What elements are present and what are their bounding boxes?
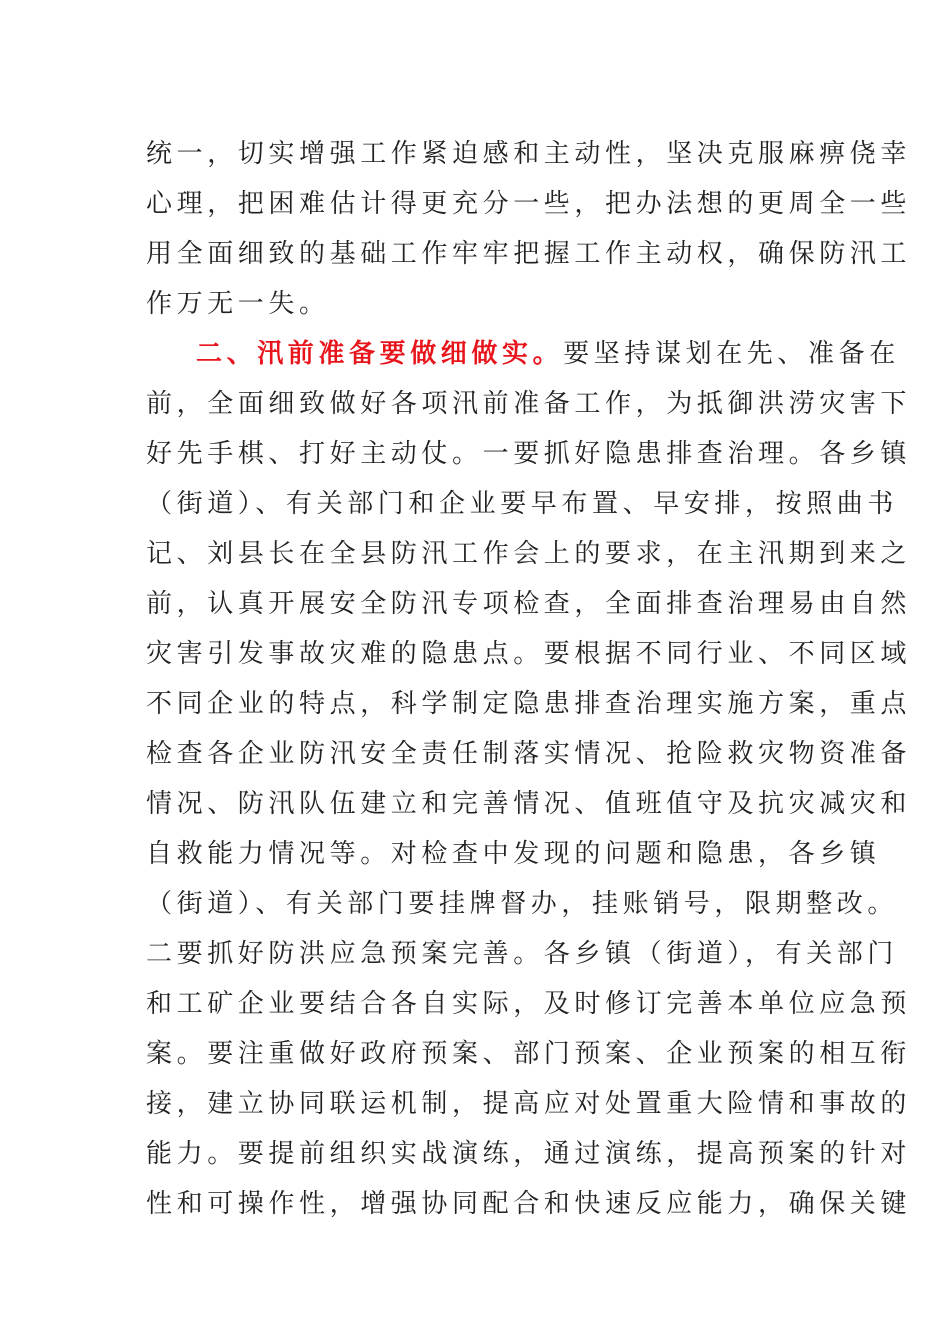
paragraph-line: 接，建立协同联运机制，提高应对处置重大险情和事故的 <box>146 1089 912 1119</box>
paragraph-line: 案。要注重做好政府预案、部门预案、企业预案的相互衔 <box>146 1039 912 1069</box>
paragraph-line: 统一，切实增强工作紧迫感和主动性，坚决克服麻痹侥幸 <box>146 139 912 169</box>
section-lead-text: 要坚持谋划在先、准备在 <box>563 339 900 369</box>
paragraph-line: 作万无一失。 <box>146 289 330 319</box>
section-heading-line <box>196 334 950 374</box>
paragraph-line: 记、刘县长在全县防汛工作会上的要求，在主汛期到来之 <box>146 539 912 569</box>
paragraph-line: 能力。要提前组织实战演练，通过演练，提高预案的针对 <box>146 1139 912 1169</box>
paragraph-line: 和工矿企业要结合各自实际，及时修订完善本单位应急预 <box>146 989 912 1019</box>
paragraph-line: 灾害引发事故灾难的隐患点。要根据不同行业、不同区域 <box>146 639 912 669</box>
paragraph-line: （街道）、有关部门要挂牌督办，挂账销号，限期整改。 <box>146 889 899 919</box>
paragraph-line: 前，认真开展安全防汛专项检查，全面排查治理易由自然 <box>146 589 912 619</box>
paragraph-line: 自救能力情况等。对检查中发现的问题和隐患，各乡镇 <box>146 839 881 869</box>
paragraph-line: 前，全面细致做好各项汛前准备工作，为抵御洪涝灾害下 <box>146 389 912 419</box>
paragraph-line: 用全面细致的基础工作牢牢把握工作主动权，确保防汛工 <box>146 239 912 269</box>
paragraph-line: 心理，把困难估计得更充分一些，把办法想的更周全一些 <box>146 189 912 219</box>
paragraph-line: 好先手棋、打好主动仗。一要抓好隐患排查治理。各乡镇 <box>146 439 912 469</box>
paragraph-line: 不同企业的特点，科学制定隐患排查治理实施方案，重点 <box>146 689 912 719</box>
paragraph-line: 二要抓好防洪应急预案完善。各乡镇（街道），有关部门 <box>146 939 899 969</box>
paragraph-line: 情况、防汛队伍建立和完善情况、值班值守及抗灾减灾和 <box>146 789 912 819</box>
paragraph-line: 检查各企业防汛安全责任制落实情况、抢险救灾物资准备 <box>146 739 912 769</box>
paragraph-line: 性和可操作性，增强协同配合和快速反应能力，确保关键 <box>146 1189 912 1219</box>
paragraph-line: （街道）、有关部门和企业要早布置、早安排，按照曲书 <box>146 489 899 519</box>
section-heading: 二、汛前准备要做细做实。 <box>196 339 564 369</box>
